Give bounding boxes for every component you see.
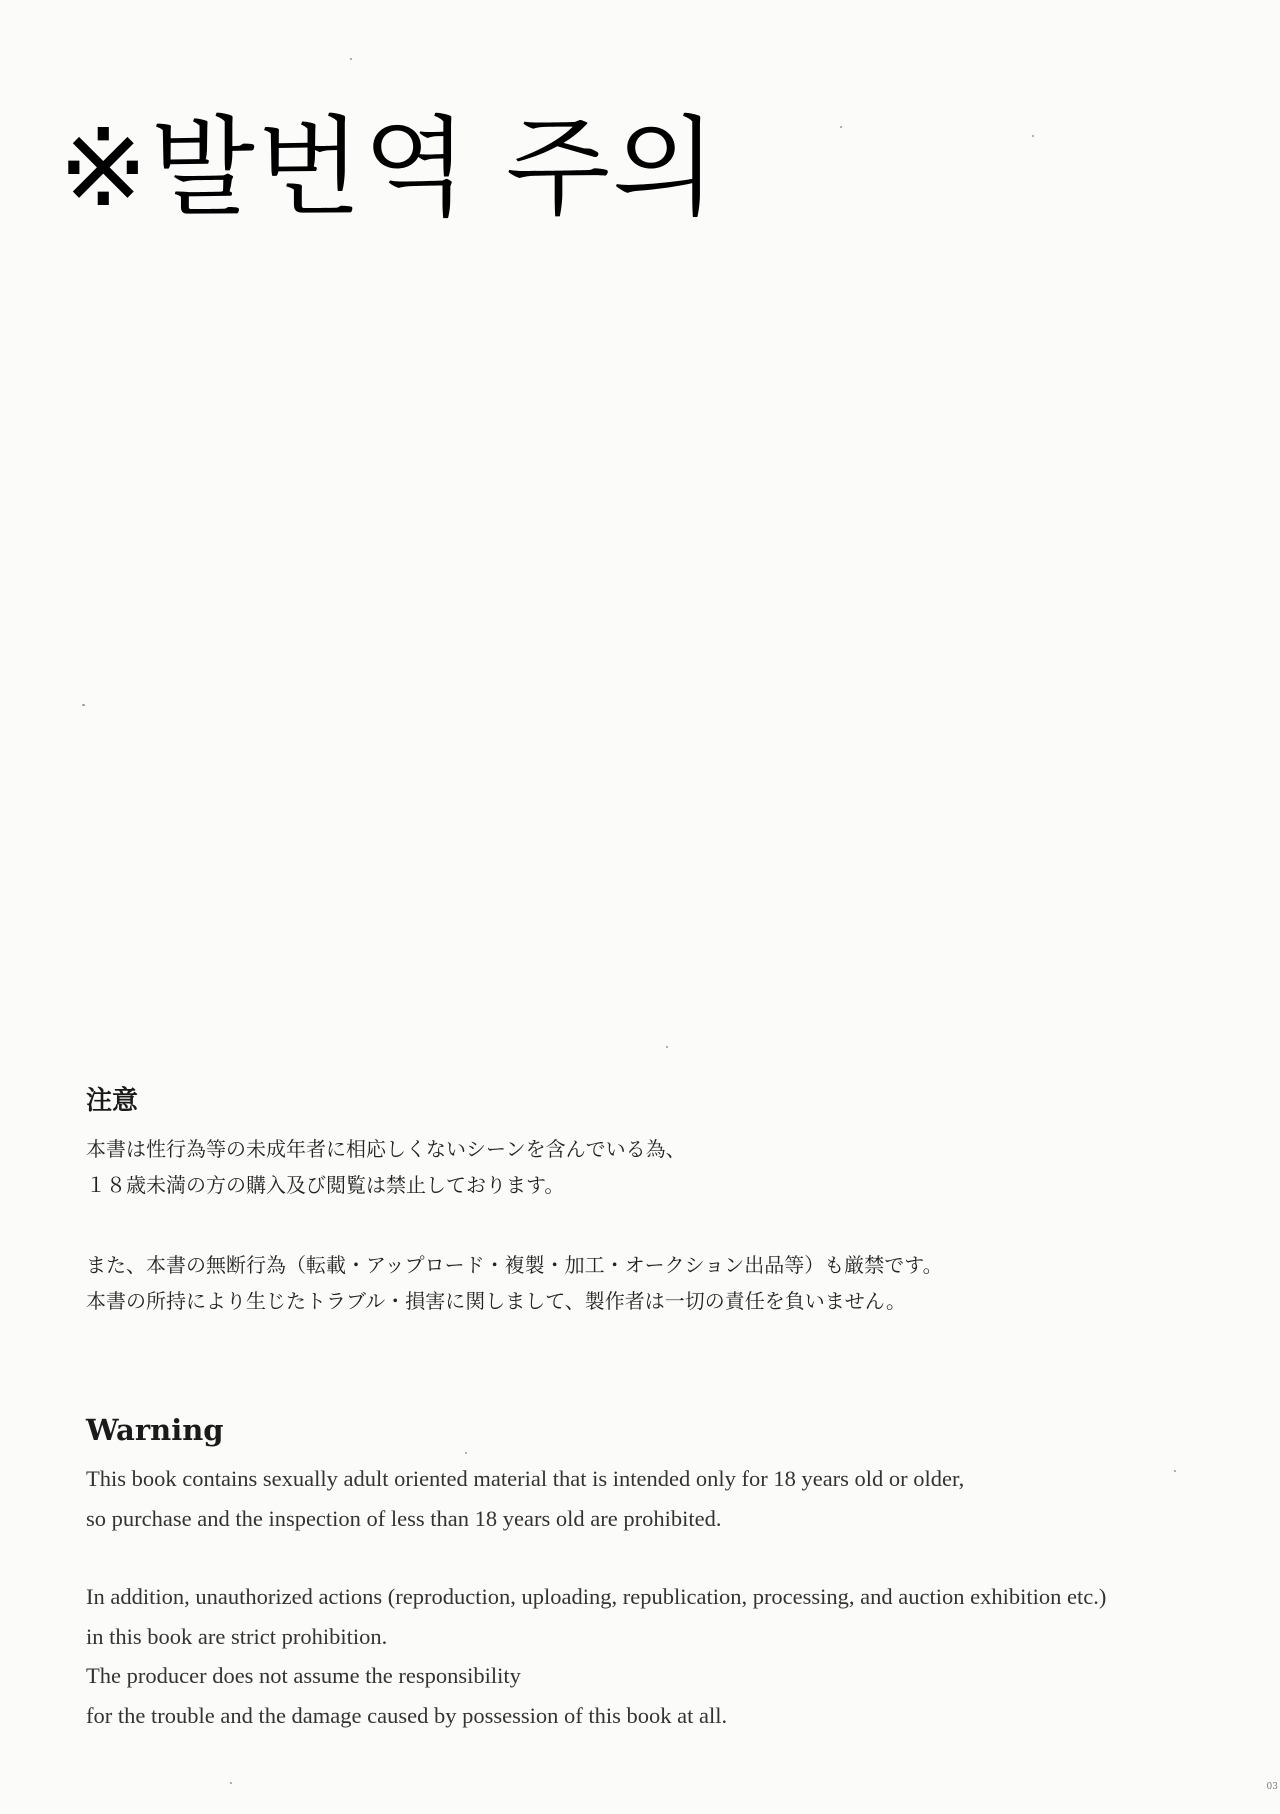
translation-warning-headline: ※발번역 주의 bbox=[58, 106, 719, 231]
english-warning-line: so purchase and the inspection of less than 18 years old are prohibited. bbox=[86, 1505, 722, 1531]
scan-speck bbox=[666, 1046, 668, 1048]
scan-speck bbox=[82, 704, 85, 706]
scan-speck bbox=[840, 126, 842, 128]
english-warning-line: for the trouble and the damage caused by possession of this book at all. bbox=[86, 1702, 728, 1728]
scan-speck bbox=[1174, 1470, 1176, 1472]
english-warning-heading: Warning bbox=[86, 1413, 224, 1447]
japanese-notice bbox=[86, 1080, 1206, 1319]
english-warning bbox=[86, 1413, 1256, 1735]
japanese-notice-heading: 注意 bbox=[86, 1086, 139, 1116]
japanese-notice-line: １８歳未満の方の購入及び閲覧は禁止しております。 bbox=[86, 1173, 565, 1197]
japanese-notice-line: 本書は性行為等の未成年者に相応しくないシーンを含んでいる為、 bbox=[86, 1137, 686, 1161]
scan-speck bbox=[1032, 135, 1034, 137]
scan-speck bbox=[350, 58, 352, 60]
japanese-notice-line: また、本書の無断行為（転載・アップロード・複製・加工・オークション出品等）も厳禁です。 bbox=[86, 1253, 943, 1277]
english-warning-line: The producer does not assume the responsibility bbox=[86, 1663, 521, 1688]
scan-speck bbox=[465, 1452, 467, 1454]
japanese-notice-line: 本書の所持により生じたトラブル・損害に関しまして、製作者は一切の責任を負いません。 bbox=[86, 1289, 906, 1313]
paragraph-gap bbox=[86, 1203, 1206, 1247]
english-warning-line: in this book are strict prohibition. bbox=[86, 1623, 388, 1649]
paragraph-gap bbox=[86, 1538, 1256, 1577]
english-warning-line: This book contains sexually adult oriented material that is intended only for 18 years old or older, bbox=[86, 1466, 965, 1491]
page-number: 03 bbox=[1266, 1782, 1278, 1792]
scan-speck bbox=[230, 1782, 232, 1784]
english-warning-line: In addition, unauthorized actions (reproduction, uploading, republication, processing, and auction exhibition etc.) bbox=[86, 1584, 1107, 1609]
